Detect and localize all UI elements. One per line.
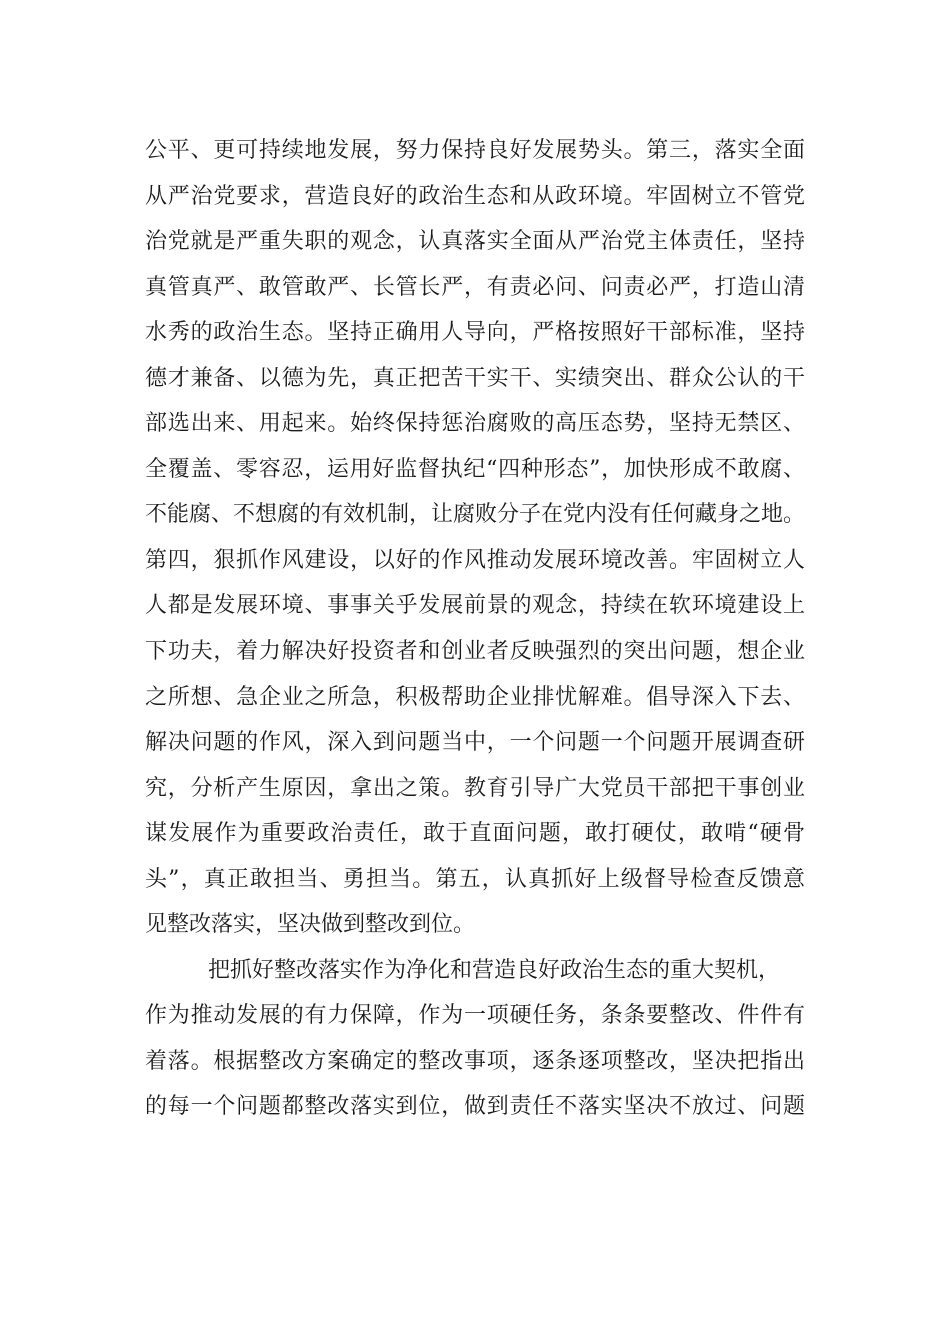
text-line: 究，分析产生原因，拿出之策。教育引导广大党员干部把干事创业 (145, 775, 805, 801)
text-line: 德才兼备、以德为先，真正把苦干实干、实绩突出、群众公认的干 (145, 365, 805, 391)
text-line: 治党就是严重失职的观念，认真落实全面从严治党主体责任，坚持 (145, 229, 805, 255)
text-line: 下功夫，着力解决好投资者和创业者反映强烈的突出问题，想企业 (145, 639, 805, 665)
text-line: 谋发展作为重要政治责任，敢于直面问题，敢打硬仗，敢啃“硬骨 (145, 821, 805, 847)
text-line: 着落。根据整改方案确定的整改事项，逐条逐项整改，坚决把指出 (145, 1048, 805, 1074)
text-line: 真管真严、敢管敢严、长管长严，有责必问、问责必严，打造山清 (145, 274, 805, 300)
text-line: 部选出来、用起来。始终保持惩治腐败的高压态势，坚持无禁区、 (145, 411, 805, 437)
text-line: 头”，真正敢担当、勇担当。第五，认真抓好上级督导检查反馈意 (145, 866, 805, 892)
text-line: 的每一个问题都整改落实到位，做到责任不落实坚决不放过、问题 (145, 1094, 805, 1120)
text-line: 作为推动发展的有力保障，作为一项硬任务，条条要整改、件件有 (145, 1003, 805, 1029)
paragraph-end-line: 见整改落实，坚决做到整改到位。 (145, 912, 476, 938)
text-line: 公平、更可持续地发展，努力保持良好发展势头。第三，落实全面 (145, 138, 805, 163)
text-line: 水秀的政治生态。坚持正确用人导向，严格按照好干部标准，坚持 (145, 320, 805, 346)
paragraph-start-line: 把抓好整改落实作为净化和营造良好政治生态的重大契机， (208, 957, 781, 983)
body-text (145, 128, 805, 1130)
text-line: 从严治党要求，营造良好的政治生态和从政环境。牢固树立不管党 (145, 183, 805, 209)
text-line: 之所想、急企业之所急，积极帮助企业排忧解难。倡导深入下去、 (145, 684, 805, 710)
text-line: 全覆盖、零容忍，运用好监督执纪“四种形态”，加快形成不敢腐、 (145, 456, 805, 482)
text-line: 第四，狠抓作风建设，以好的作风推动发展环境改善。牢固树立人 (145, 547, 805, 573)
text-line: 解决问题的作风，深入到问题当中，一个问题一个问题开展调查研 (145, 730, 805, 756)
text-line: 不能腐、不想腐的有效机制，让腐败分子在党内没有任何藏身之地。 (145, 502, 805, 528)
text-line: 人都是发展环境、事事关乎发展前景的观念，持续在软环境建设上 (145, 593, 805, 619)
